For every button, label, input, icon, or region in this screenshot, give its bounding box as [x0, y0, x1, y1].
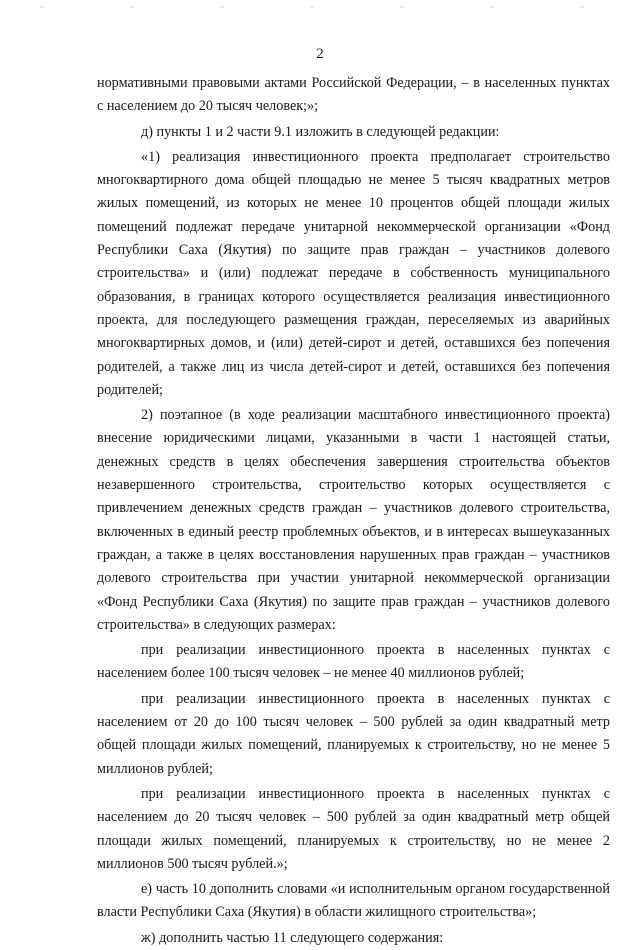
paragraph-population-under-20k: при реализации инвестиционного проекта в населенных пунктах с населением до 20 тысяч человек – 500 рублей за один квадратный метр общей площади жилых помещений, планируемых к строительству, но не менее 2 миллионов 500 тысяч рублей.»;	[97, 785, 610, 872]
paragraph-population-over-100k: при реализации инвестиционного проекта в населенных пунктах с населением более 100 тысяч человек – не менее 40 миллионов рублей;	[97, 642, 610, 682]
document-body	[97, 72, 610, 950]
page-number: 2	[316, 46, 324, 62]
scan-artifact	[0, 6, 640, 8]
paragraph-item-zh: ж) дополнить частью 11 следующего содержания:	[141, 929, 444, 946]
paragraph-item-e: е) часть 10 дополнить словами «и исполнительным органом государственной власти Республики Саха (Якутия) в области жилищного строительства»;	[97, 881, 610, 921]
paragraph-population-20k-100k: при реализации инвестиционного проекта в населенных пунктах с населением от 20 до 100 тысяч человек – 500 рублей за один квадратный метр общей площади жилых помещений, планируемых к строительству, но не менее 5 миллионов рублей;	[97, 690, 610, 777]
paragraph-point-2: 2) поэтапное (в ходе реализации масштабного инвестиционного проекта) внесение юридическими лицами, указанными в части 1 настоящей статьи, денежных средств в целях обеспечения завершения строительства объектов незавершенного строительства, строительство которых осуществляется с привлечением денежных средств граждан – участников долевого строительства, включенных в единый реестр проблемных объектов, и в интересах вышеуказанных граждан, а также в целях восстановления нарушенных прав граждан – участников долевого строительства при участии унитарной некоммерческой организации «Фонд Республики Саха (Якутия) по защите прав граждан – участников долевого строительства» в следующих размерах:	[97, 407, 610, 633]
paragraph-point-1: «1) реализация инвестиционного проекта предполагает строительство многоквартирного дома общей площадью не менее 5 тысяч квадратных метров жилых помещений, из которых не менее 10 процентов общей площади жилых помещений подлежат передаче унитарной некоммерческой организации «Фонд Республики Саха (Якутия) по защите прав граждан – участников долевого строительства» и (или) подлежат передаче в собственность муниципального образования, в границах которого осуществляется реализация инвестиционного проекта, для последующего размещения граждан, переселяемых из аварийных многоквартирных домов, и (или) детей-сирот и детей, оставшихся без попечения родителей, а также лиц из числа детей-сирот и детей, оставшихся без попечения родителей;	[97, 148, 610, 398]
paragraph-item-d: д) пункты 1 и 2 части 9.1 изложить в следующей редакции:	[141, 123, 500, 140]
paragraph-continuation: нормативными правовыми актами Российской Федерации, – в населенных пунктах с населением до 20 тысяч человек;»;	[97, 75, 610, 115]
